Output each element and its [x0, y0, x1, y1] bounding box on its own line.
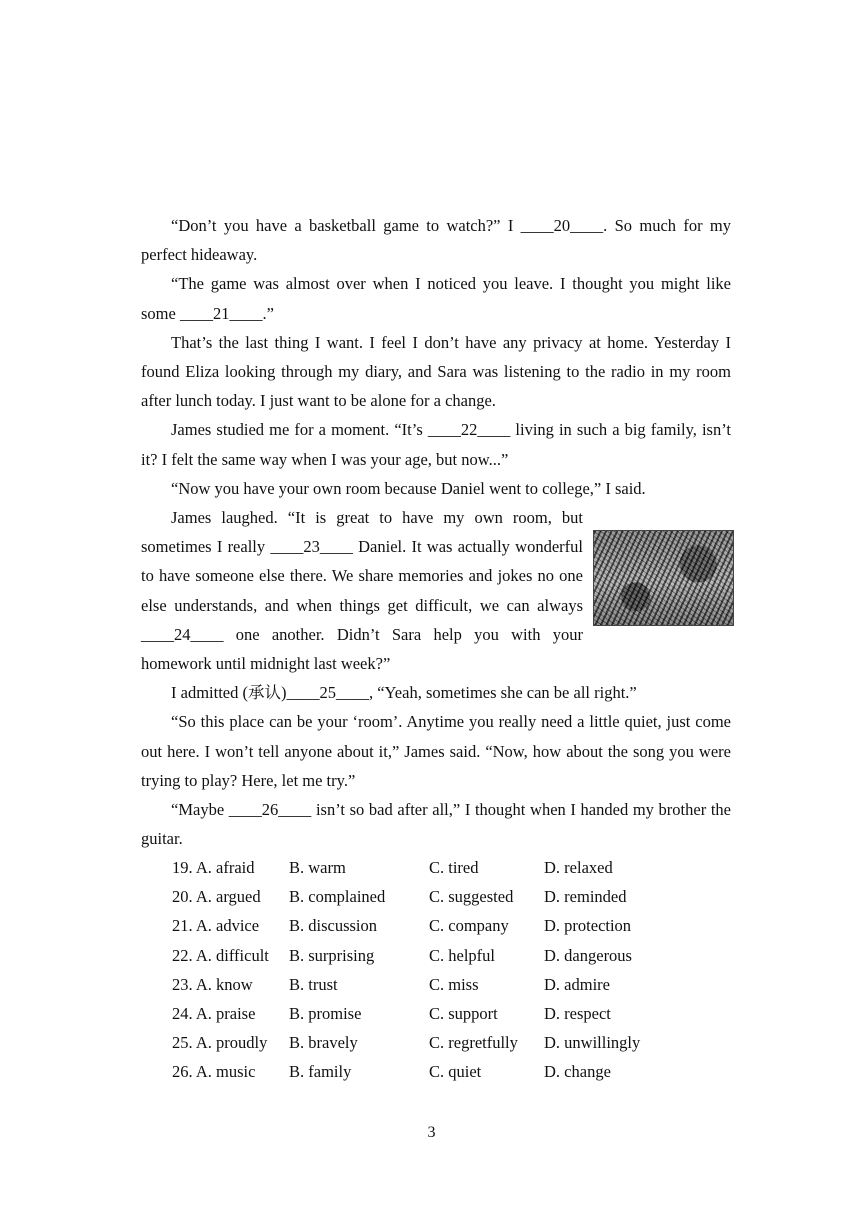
option-a: 20. A. argued: [172, 887, 261, 907]
paragraph-5: “Now you have your own room because Daniel went to college,” I said.: [171, 478, 646, 498]
text-span: Daniel. It was actually wonderful to have someone else there. We share memories and jokes no one else understands, and when things get difficult, we can always: [141, 537, 583, 615]
option-d: D. respect: [544, 1003, 611, 1023]
blank-26: ____26____: [228, 800, 312, 820]
text-span: “Don’t you have a basketball game to watch?” I: [171, 216, 521, 235]
paragraph-4: [141, 415, 731, 473]
option-row-20: [172, 882, 692, 911]
option-a: 24. A. praise: [172, 1003, 256, 1023]
text-span: James studied me for a moment. “It’s: [171, 420, 428, 440]
text-span: isn’t so bad after all,” I thought when I handed my brother the guitar.: [141, 800, 731, 849]
option-b: B. promise: [289, 1003, 362, 1023]
option-b: B. bravely: [289, 1033, 358, 1053]
paragraph-1: [141, 211, 731, 269]
text-span: one another. Didn’t Sara help you with your homework until midnight last week?”: [141, 624, 583, 674]
text-span: James laughed. “It is great to have my own room, but sometimes I really: [141, 508, 583, 557]
option-c: C. helpful: [429, 945, 495, 965]
option-row-21: [172, 911, 692, 940]
paragraph-3: That’s the last thing I want. I feel I don’t have any privacy at home. Yesterday I found Eliza looking through my diary, and Sara was listening to the radio in my room after lunch today. I just want to be alone for a change.: [141, 332, 731, 411]
option-row-25: [172, 1028, 692, 1057]
option-a: 23. A. know: [172, 974, 253, 994]
text-span: , “Yeah, sometimes she can be all right.”: [368, 683, 637, 703]
blank-21: ____21____: [179, 303, 263, 323]
option-d: D. protection: [544, 916, 632, 936]
option-c: C. miss: [429, 974, 479, 994]
option-d: D. dangerous: [544, 945, 632, 965]
option-b: B. surprising: [289, 945, 375, 965]
blank-25: ____25____: [286, 683, 369, 703]
option-a: 25. A. proudly: [172, 1033, 268, 1053]
option-d: D. change: [544, 1062, 611, 1082]
page-number: 3: [427, 1124, 436, 1141]
text-span: “The game was almost over when I noticed you leave. I thought you might like some: [141, 274, 731, 323]
option-row-24: [172, 999, 692, 1028]
option-c: C. quiet: [429, 1062, 482, 1082]
option-c: C. tired: [429, 858, 479, 877]
option-c: C. regretfully: [429, 1033, 518, 1053]
option-d: D. relaxed: [544, 858, 613, 877]
paragraph-7: [141, 678, 731, 707]
text-span: I admitted (承认): [171, 683, 287, 703]
option-a: 22. A. difficult: [172, 945, 269, 965]
option-a: 21. A. advice: [172, 916, 260, 936]
blank-22: ____22____: [427, 420, 511, 440]
blank-24: ____24____: [141, 624, 224, 644]
paragraph-2: [141, 269, 731, 327]
option-c: C. support: [429, 1003, 498, 1023]
option-b: B. warm: [289, 858, 346, 877]
option-a: 19. A. afraid: [172, 858, 255, 877]
option-row-19: [172, 853, 692, 882]
text-span: . So much for my perfect hideaway.: [141, 216, 731, 265]
option-b: B. complained: [289, 887, 386, 907]
option-c: C. suggested: [429, 887, 514, 907]
option-d: D. unwillingly: [544, 1033, 641, 1053]
option-row-22: [172, 941, 692, 970]
option-d: D. admire: [544, 974, 610, 994]
answer-options: [172, 853, 692, 1087]
paragraph-8: “So this place can be your ‘room’. Anytime you really need a little quiet, just come out here. I won’t tell anyone about it,” James said. “Now, how about the song you were trying to play? Here, let me try.”: [141, 712, 731, 790]
option-a: 26. A. music: [172, 1062, 256, 1082]
option-row-23: [172, 970, 692, 999]
option-b: B. family: [289, 1062, 352, 1082]
blank-23: ____23____: [270, 537, 353, 557]
option-d: D. reminded: [544, 887, 627, 907]
blank-20: ____20____: [520, 216, 604, 235]
text-span: “Maybe: [171, 800, 229, 820]
paragraph-9: [141, 795, 731, 853]
option-b: B. discussion: [289, 916, 378, 936]
text-span: .”: [262, 303, 274, 323]
option-b: B. trust: [289, 974, 338, 994]
option-row-26: [172, 1057, 692, 1086]
option-c: C. company: [429, 916, 509, 936]
paragraph-6: [141, 503, 583, 678]
illustration-image: [593, 530, 734, 626]
text-span: living in such a big family, isn’t it? I felt the same way when I was your age, but now...”: [141, 420, 731, 469]
